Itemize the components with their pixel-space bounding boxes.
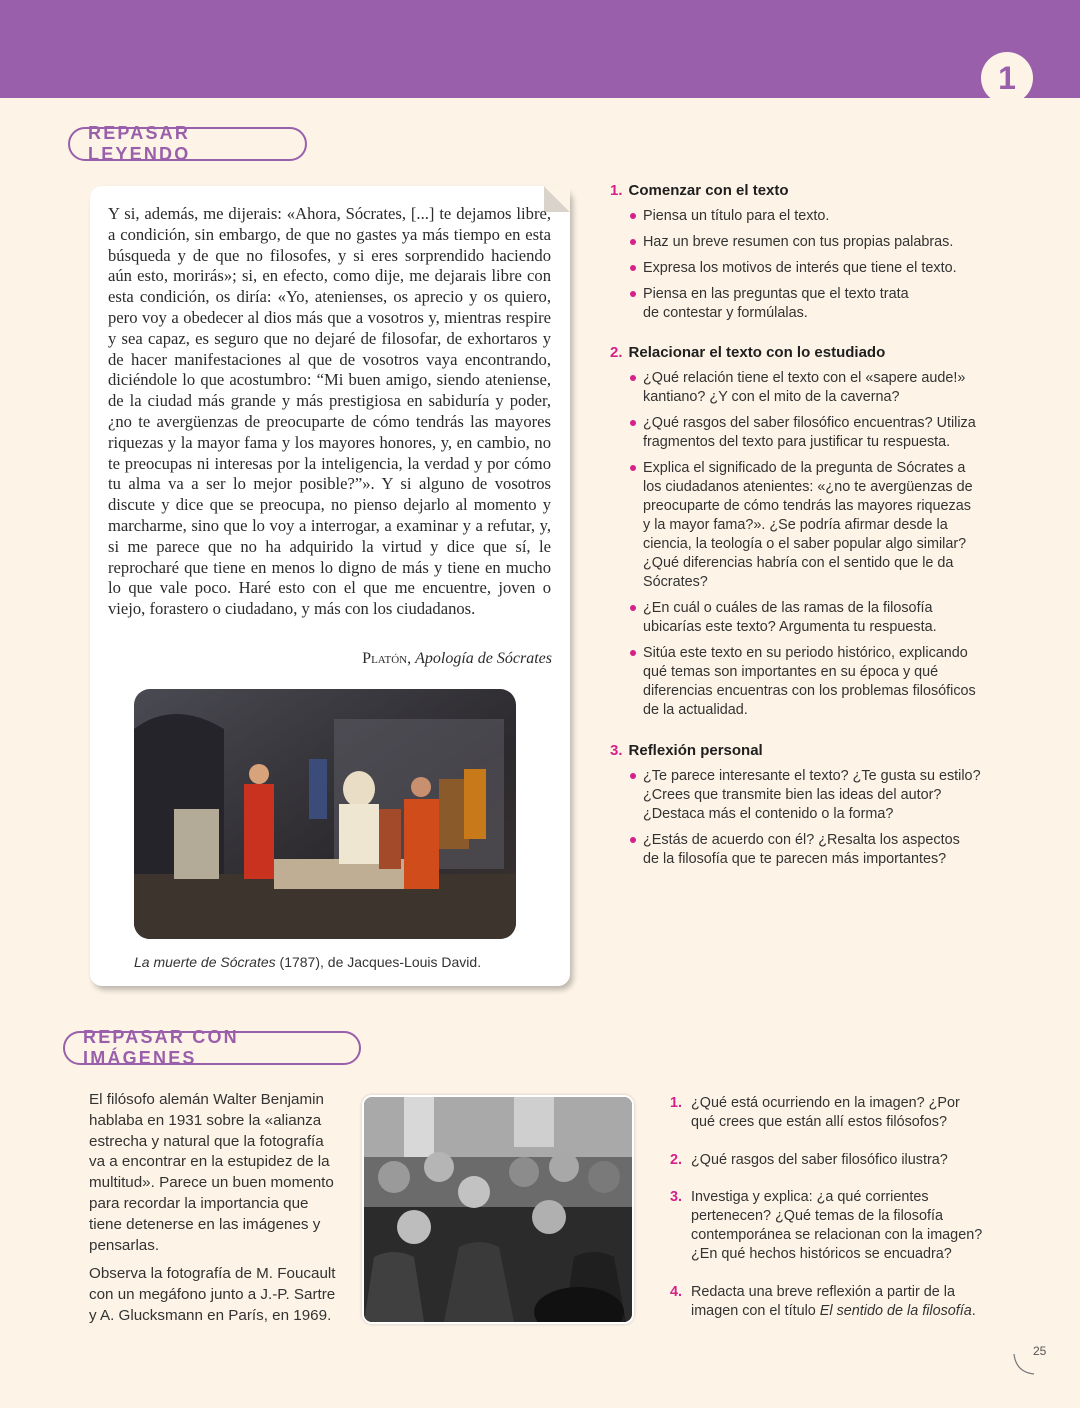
question-text-italic: El sentido de la filosofía [819,1303,972,1319]
question-text-end: . [971,1303,976,1319]
question-title: Reflexión personal [628,742,763,759]
question-number: 2. [610,344,623,361]
image-question-text: ¿Qué está ocurriendo en la imagen? ¿Por qué crees que están allí estos filósofos? [691,1095,960,1130]
header-band [0,0,1080,98]
bullet-item: Haz un breve resumen con tus propias palabras. [643,233,1000,252]
question-text-start: Redacta una breve reflexión a partir de la imagen con el título [691,1284,955,1319]
question-title: Relacionar el texto con lo estudiado [628,344,886,361]
quote-citation: Platón, Apología de Sócrates [362,650,552,667]
image-question-number: 2. [670,1152,683,1168]
painting-caption-rest: (1787), de Jacques-Louis David. [275,954,482,970]
question-number: 1. [610,182,623,199]
question-heading-1 [610,181,1000,200]
bullet-item: ¿En cuál o cuáles de las ramas de la filosofía ubicarías este texto? Argumenta tu respuesta. [643,599,943,637]
question-group-2 [610,343,1000,727]
question-heading-3 [610,741,1000,760]
image-question-number: 4. [670,1284,683,1300]
benjamin-paragraph: El filósofo alemán Walter Benjamin hablaba en 1931 sobre la «alianza estrecha y natural que la fotografía va a encontrar en la estupidez de la multitud». Parece un buen momento para recordar la importancia que tiene detenerse en las imágenes y pensarlas. [89,1091,334,1254]
section-title-repasar-con-imagenes: REPASAR CON IMÁGENES [63,1031,361,1065]
bullet-item: Piensa un título para el texto. [643,207,1000,226]
death-of-socrates-painting [134,689,516,939]
image-question-1 [670,1094,990,1132]
image-question-number: 1. [670,1095,683,1111]
image-question-number: 3. [670,1189,683,1205]
image-question-text: Investiga y explica: ¿a qué corrientes pertenecen? ¿Qué temas de la filosofía contemporánea se relacionan con la imagen? ¿En qué hechos históricos se encuadra? [691,1189,983,1262]
bullet-item: ¿Estás de acuerdo con él? ¿Resalta los aspectos de la filosofía que te parecen más importantes? [643,831,963,869]
painting-caption-title: La muerte de Sócrates [134,954,276,970]
question-group-3 [610,741,1000,876]
bullet-item: ¿Te parece interesante el texto? ¿Te gusta su estilo? ¿Crees que transmite bien las ideas del autor? ¿Destaca más el contenido o la forma? [643,767,983,824]
bullet-item: ¿Qué rasgos del saber filosófico encuentras? Utiliza fragmentos del texto para justificar tu respuesta. [643,414,978,452]
photo-instruction: Observa la fotografía de M. Foucault con un megáfono junto a J.-P. Sartre y A. Glucksmann en París, en 1969. [89,1265,336,1324]
bullet-item-text: ¿Qué relación tiene el texto con el «sapere aude!» kantiano? ¿Y con el mito de la caverna? [643,370,966,405]
image-question-text [670,1283,976,1321]
socrates-quote: Y si, además, me dijerais: «Ahora, Sócrates, [...] te dejamos libre, a condición, sin embargo, de que no gastes ya más tiempo en esta búsqueda y de que no filosofes, y si eres sorprendido haciendo aún esto, morirás»; si, en efecto, como dije, me dejarais libre con esta condición, os diría: «Yo, atenienses, os aprecio y os quiero, pero voy a obedecer al dios más que a vosotros y, mientras respire y sea capaz, es seguro que no dejaré de filosofar, de exhortaros y de hacer manifestaciones al que de vosotros vaya encontrando, diciéndole lo que acostumbro: “Mi buen amigo, siendo ateniense, de la ciudad más grande y más prestigiosa en sabiduría y poder, ¿no te avergüenzas de preocuparte de cómo tendrás las mayores riquezas y la mayor fama y los mayores honores, y, en cambio, no te preocupas ni interesas por la inteligencia, la verdad y por cómo tu alma va a ser lo mejor posible?”». Y si alguno de vosotros discute y dice que se preocupa, no pienso dejarlo al momento y marcharme, sino que lo voy a interrogar, a examinar y a refutar, y, si me parece que no ha adquirido la virtud y dice que sí, le reprocharé que tiene en menos lo digno de más y tiene en mucho lo que vale poco. Haré esto con el que me encuentre, joven o viejo, forastero o ciudadano, y más con los ciudadanos. [108,204,551,619]
chapter-badge: 1 [981,52,1033,104]
image-question-4 [670,1283,990,1321]
bullet-item: Sitúa este texto en su periodo histórico, explicando qué temas son importantes en su época y qué diferencias encuentras con los problemas filosóficos de la actualidad. [643,644,983,720]
foucault-sartre-photo [362,1095,634,1324]
reading-card [90,186,570,986]
question-title: Comenzar con el texto [628,182,789,199]
bullet-item: Piensa en las preguntas que el texto trata de contestar y formúlalas. [643,285,913,323]
page-number: 25 [1033,1344,1047,1358]
question-number: 3. [610,742,623,759]
painting-caption [134,954,481,970]
image-question-text: ¿Qué rasgos del saber filosófico ilustra? [691,1152,948,1168]
image-question-2 [670,1151,990,1170]
bullet-item: Expresa los motivos de interés que tiene el texto. [643,259,1000,278]
citation-work: Apología de Sócrates [415,650,552,667]
bullet-item [643,369,973,407]
question-group-1 [610,181,1000,330]
bullet-item: Explica el significado de la pregunta de Sócrates a los ciudadanos atenientes: «¿no te avergüenzas de preocuparte de cómo tendrás las mayores riquezas y la mayor fama?». ¿Se podría afirmar desde la ciencia, la teología o el saber popular algo similar? ¿Qué diferencias habría con el sentido que le da Sócrates? [643,459,978,592]
question-heading-2 [610,343,1000,362]
section-title-repasar-leyendo: REPASAR LEYENDO [68,127,307,161]
citation-author: Platón [362,650,408,667]
image-question-3 [670,1188,990,1264]
